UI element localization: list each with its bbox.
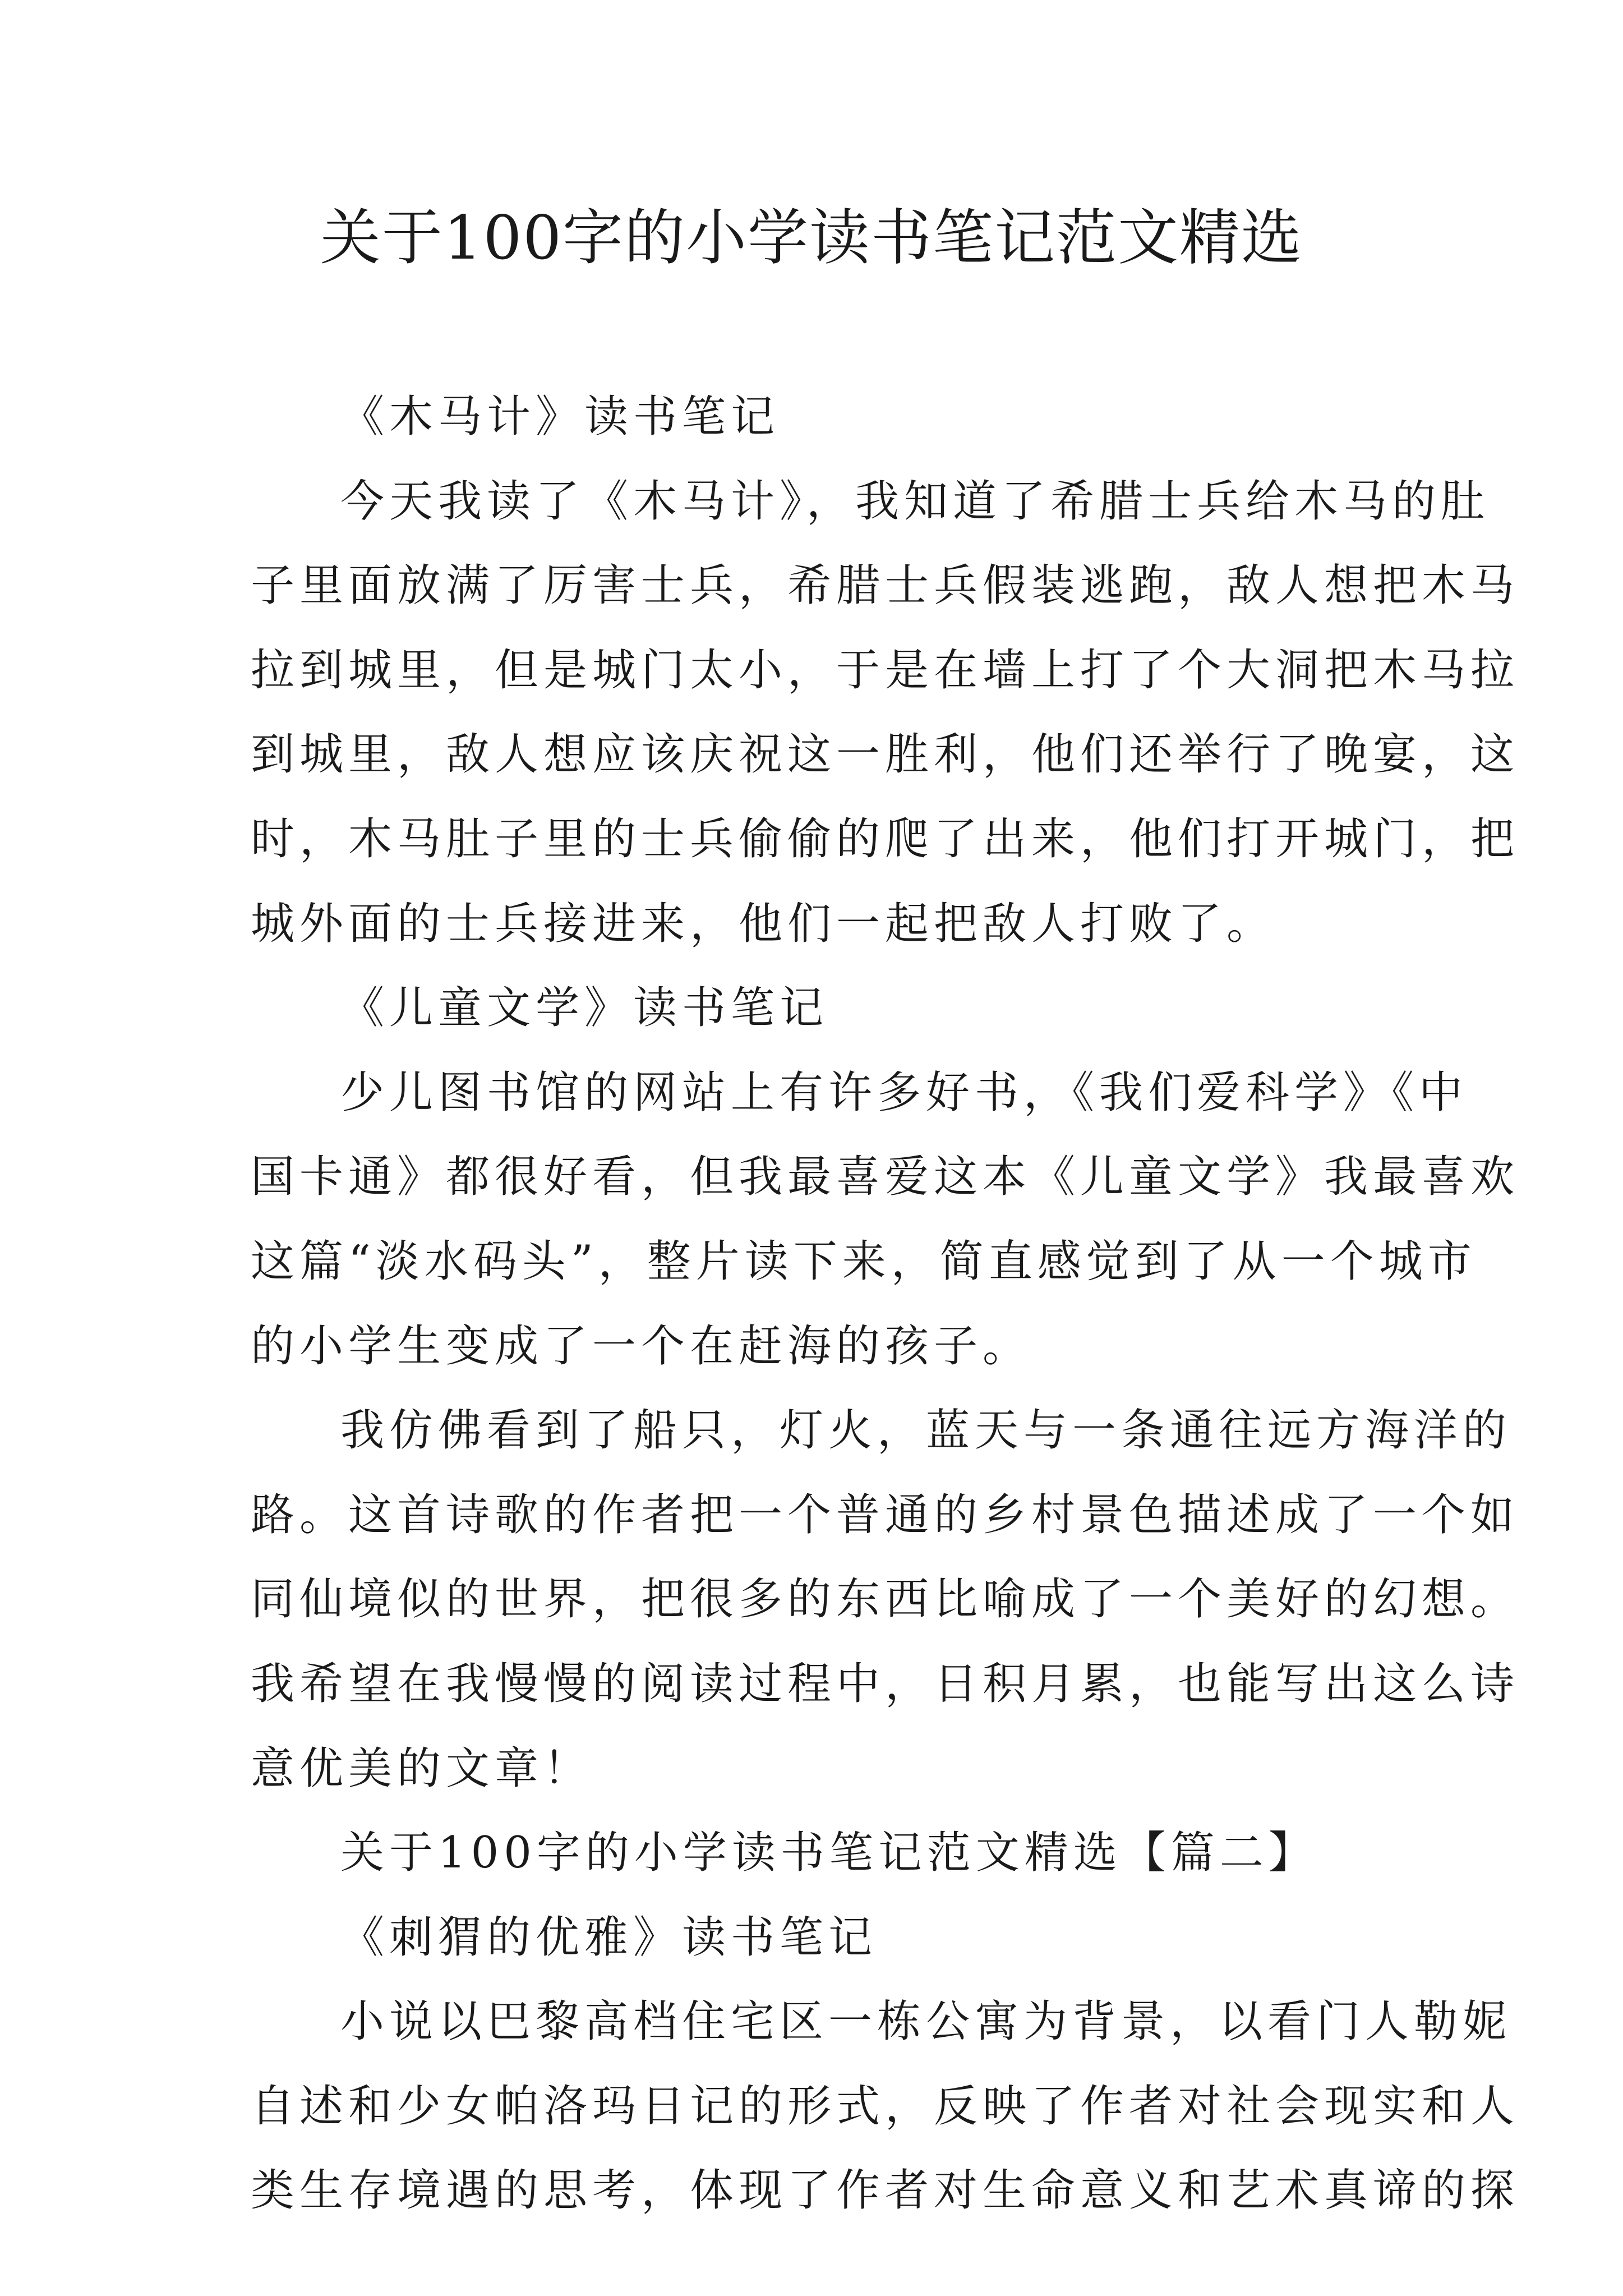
text-line: 拉到城里，但是城门太小，于是在墙上打了个大洞把木马拉 xyxy=(251,645,1520,696)
text-line: 自述和少女帕洛玛日记的形式，反映了作者对社会现实和人 xyxy=(251,2081,1520,2132)
text-line: 到城里，敌人想应该庆祝这一胜利，他们还举行了晚宴，这 xyxy=(251,729,1520,780)
document-body xyxy=(251,375,1520,2233)
text-line: 时，木马肚子里的士兵偷偷的爬了出来，他们打开城门，把 xyxy=(251,813,1520,864)
text-line: 子里面放满了厉害士兵，希腊士兵假装逃跑，敌人想把木马 xyxy=(251,560,1520,611)
text-line: 《儿童文学》读书笔记 xyxy=(340,983,829,1034)
text-line: 今天我读了《木马计》，我知道了希腊士兵给木马的肚 xyxy=(340,476,1490,527)
text-line: 类生存境遇的思考，体现了作者对生命意义和艺术真谛的探 xyxy=(251,2165,1520,2216)
text-line: 国卡通》都很好看，但我最喜爱这本《儿童文学》我最喜欢 xyxy=(251,1152,1520,1203)
text-line: 这篇“淡水码头”，整片读下来，简直感觉到了从一个城市 xyxy=(251,1236,1477,1287)
document-title: 关于100字的小学读书笔记范文精选 xyxy=(320,203,1303,273)
text-line: 我仿佛看到了船只，灯火，蓝天与一条通往远方海洋的 xyxy=(340,1405,1512,1456)
text-line: 同仙境似的世界，把很多的东西比喻成了一个美好的幻想。 xyxy=(251,1574,1520,1625)
text-line: 的小学生变成了一个在赶海的孩子。 xyxy=(251,1320,1032,1372)
text-line: 少儿图书馆的网站上有许多好书，《我们爱科学》《中 xyxy=(340,1067,1468,1118)
text-line: 《木马计》读书笔记 xyxy=(340,392,780,442)
text-line: 《刺猬的优雅》读书笔记 xyxy=(340,1912,878,1963)
text-line: 我希望在我慢慢的阅读过程中，日积月累，也能写出这么诗 xyxy=(251,1658,1520,1709)
text-line: 路。这首诗歌的作者把一个普通的乡村景色描述成了一个如 xyxy=(251,1489,1520,1540)
text-line: 城外面的士兵接进来，他们一起把敌人打败了。 xyxy=(251,898,1276,949)
text-line: 关于100字的小学读书笔记范文精选【篇二】 xyxy=(340,1828,1317,1879)
text-line: 意优美的文章！ xyxy=(251,1743,593,1794)
text-line: 小说以巴黎高档住宅区一栋公寓为背景，以看门人勒妮 xyxy=(340,1996,1512,2047)
